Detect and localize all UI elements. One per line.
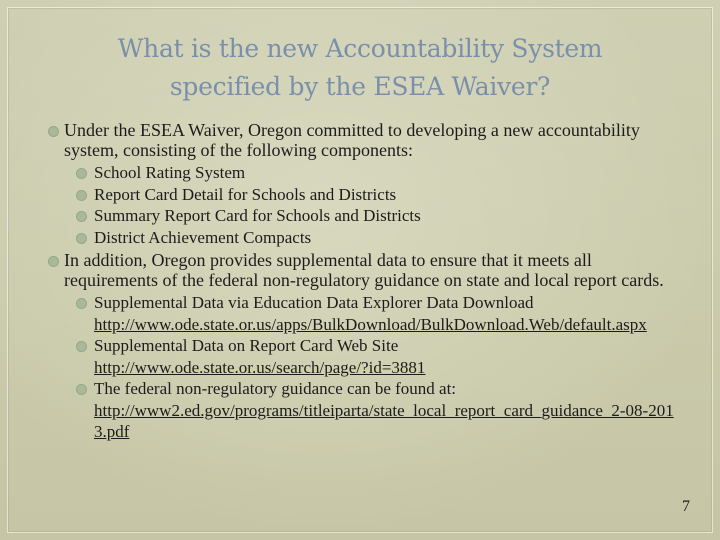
bullet-icon	[76, 190, 87, 201]
sub-bullet-text: Supplemental Data via Education Data Explorer Data Download	[94, 293, 534, 312]
sub-bullet-text: School Rating System	[94, 163, 246, 182]
bullet-text: Under the ESEA Waiver, Oregon committed to developing a new accountability system, consisting of the following components:	[64, 120, 640, 160]
bulk-download-link[interactable]: http://www.ode.state.or.us/apps/BulkDownload/BulkDownload.Web/default.aspx	[94, 314, 647, 334]
sub-bullet-item	[48, 292, 684, 335]
sub-bullet-item	[48, 335, 684, 378]
sub-bullet-item	[48, 227, 684, 249]
bullet-icon	[48, 126, 59, 137]
bullet-icon	[76, 384, 87, 395]
sub-bullet-item	[48, 205, 684, 227]
bullet-icon	[76, 233, 87, 244]
bullet-icon	[48, 256, 59, 267]
bullet-text: In addition, Oregon provides supplemental data to ensure that it meets all requirements of the federal non-regulatory guidance on state and local report cards.	[64, 250, 664, 290]
slide-title: What is the new Accountability System specified by the ESEA Waiver?	[117, 34, 603, 101]
sub-bullet-text: Report Card Detail for Schools and Districts	[94, 184, 397, 204]
slide-body	[48, 120, 684, 443]
bullet-icon	[76, 298, 87, 309]
bullet-icon	[76, 211, 87, 222]
sub-bullet-text: The federal non-regulatory guidance can be found at:	[94, 379, 457, 398]
guidance-pdf-link[interactable]: http://www2.ed.gov/programs/titleiparta/state_local_report_card_guidance_2-08-2013.pdf	[94, 400, 674, 441]
sub-bullet-text: Supplemental Data on Report Card Web Site	[94, 336, 399, 355]
sub-bullet-text: Summary Report Card for Schools and Districts	[94, 206, 421, 225]
bullet-item	[48, 250, 684, 290]
sub-bullet-item	[48, 184, 684, 206]
bullet-icon	[76, 341, 87, 352]
report-card-link[interactable]: http://www.ode.state.or.us/search/page/?id=3881	[94, 357, 426, 377]
page-number: 7	[682, 498, 690, 515]
sub-bullet-text: District Achievement Compacts	[94, 227, 312, 247]
bullet-item	[48, 120, 684, 160]
bullet-icon	[76, 168, 87, 179]
sub-bullet-item	[48, 378, 684, 443]
sub-bullet-item	[48, 162, 684, 184]
